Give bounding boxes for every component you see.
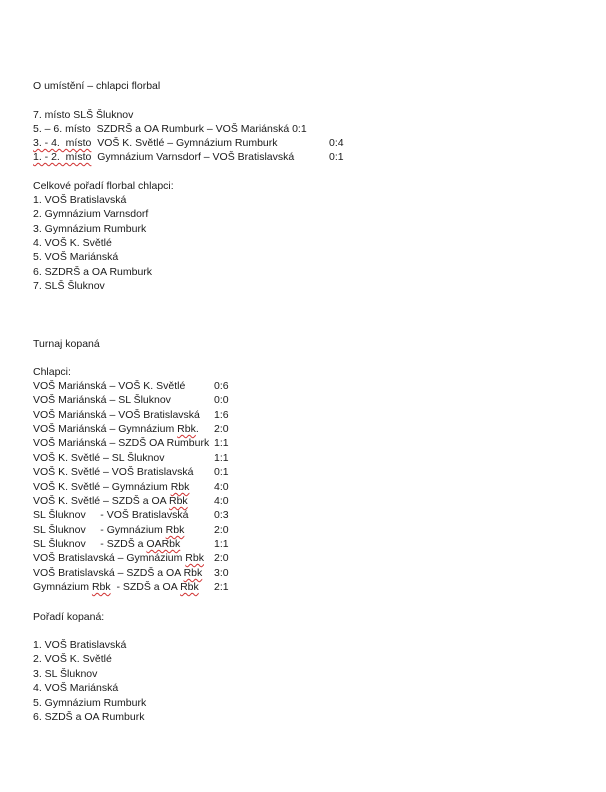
kopana-match-row	[33, 537, 229, 551]
match-score: 4:0	[214, 495, 229, 507]
florbal-overall-title: Celkové pořadí florbal chlapci:	[33, 180, 174, 192]
match-teams: VOŠ Mariánská – VOŠ Bratislavská	[33, 409, 200, 421]
florbal-overall-item: 6. SZDRŠ a OA Rumburk	[33, 266, 153, 278]
match-score: 0:1	[214, 466, 229, 478]
florbal-place-3-4	[33, 136, 344, 150]
match-teams: VOŠ K. Světlé – SL Šluknov	[33, 452, 165, 464]
match-score: 0:6	[214, 380, 229, 392]
kopana-match-row	[33, 451, 229, 465]
florbal-overall-item: 4. VOŠ K. Světlé	[33, 237, 112, 249]
match-score: 2:0	[214, 552, 229, 564]
match-teams: SL Šluknov - VOŠ Bratislavská	[33, 509, 189, 521]
match-teams: VOŠ Mariánská – SZDŠ OA Rumburk	[33, 437, 210, 449]
match-score: 2:1	[214, 581, 229, 593]
florbal-place-7: 7. místo SLŠ Šluknov	[33, 109, 134, 121]
florbal-place-1-2	[33, 150, 344, 164]
florbal-place-3-4-score: 0:4	[329, 137, 344, 149]
kopana-match-row	[33, 379, 229, 393]
kopana-match-row	[33, 494, 229, 508]
florbal-place-3-4-label: 3. - 4. místo VOŠ K. Světlé – Gymnázium Rumburk	[33, 137, 278, 149]
kopana-order-item: 3. SL Šluknov	[33, 668, 98, 680]
match-teams: VOŠ K. Světlé – VOŠ Bratislavská	[33, 466, 194, 478]
florbal-place-5-6: 5. – 6. místo SZDRŠ a OA Rumburk – VOŠ Mariánská 0:1	[33, 123, 307, 135]
match-score: 1:1	[214, 538, 229, 550]
match-teams: SL Šluknov - SZDŠ a OARbk	[33, 538, 181, 550]
match-score: 0:3	[214, 509, 229, 521]
match-score: 1:1	[214, 437, 229, 449]
florbal-overall-item: 2. Gymnázium Varnsdorf	[33, 208, 149, 220]
kopana-match-row	[33, 436, 229, 450]
florbal-place-1-2-label: 1. - 2. místo Gymnázium Varnsdorf – VOŠ Bratislavská	[33, 151, 295, 163]
florbal-place-1-2-score: 0:1	[329, 151, 344, 163]
kopana-match-row	[33, 523, 229, 537]
kopana-match-row	[33, 480, 229, 494]
match-score: 3:0	[214, 567, 229, 579]
kopana-order-item: 4. VOŠ Mariánská	[33, 682, 119, 694]
match-score: 0:0	[214, 394, 229, 406]
kopana-order-item: 2. VOŠ K. Světlé	[33, 653, 112, 665]
kopana-order-item: 1. VOŠ Bratislavská	[33, 639, 127, 651]
kopana-match-row	[33, 580, 229, 594]
kopana-match-row	[33, 422, 229, 436]
match-teams: VOŠ K. Světlé – Gymnázium Rbk	[33, 481, 190, 493]
kopana-order-item: 6. SZDŠ a OA Rumburk	[33, 711, 145, 723]
florbal-overall-item: 7. SLŠ Šluknov	[33, 280, 105, 292]
kopana-match-row	[33, 566, 229, 580]
kopana-match-row	[33, 465, 229, 479]
florbal-overall-item: 5. VOŠ Mariánská	[33, 251, 119, 263]
match-score: 2:0	[214, 423, 229, 435]
match-score: 1:6	[214, 409, 229, 421]
kopana-match-row	[33, 508, 229, 522]
florbal-overall-item: 1. VOŠ Bratislavská	[33, 194, 127, 206]
match-teams: VOŠ K. Světlé – SZDŠ a OA Rbk	[33, 495, 188, 507]
kopana-match-row	[33, 393, 229, 407]
match-teams: VOŠ Mariánská – VOŠ K. Světlé	[33, 380, 186, 392]
kopana-boys-label: Chlapci:	[33, 366, 71, 378]
match-teams: VOŠ Mariánská – SL Šluknov	[33, 394, 171, 406]
kopana-match-row	[33, 408, 229, 422]
match-score: 2:0	[214, 524, 229, 536]
match-teams: VOŠ Mariánská – Gymnázium Rbk.	[33, 423, 199, 435]
kopana-order-title: Pořadí kopaná:	[33, 611, 105, 623]
match-score: 1:1	[214, 452, 229, 464]
kopana-title: Turnaj kopaná	[33, 338, 100, 350]
match-teams: SL Šluknov - Gymnázium Rbk	[33, 524, 185, 536]
kopana-order-item: 5. Gymnázium Rumburk	[33, 697, 147, 709]
match-teams: VOŠ Bratislavská – Gymnázium Rbk	[33, 552, 204, 564]
florbal-overall-item: 3. Gymnázium Rumburk	[33, 223, 147, 235]
match-teams: Gymnázium Rbk - SZDŠ a OA Rbk	[33, 581, 199, 593]
kopana-match-row	[33, 551, 229, 565]
florbal-title: O umístění – chlapci florbal	[33, 80, 161, 92]
match-score: 4:0	[214, 481, 229, 493]
match-teams: VOŠ Bratislavská – SZDŠ a OA Rbk	[33, 567, 203, 579]
